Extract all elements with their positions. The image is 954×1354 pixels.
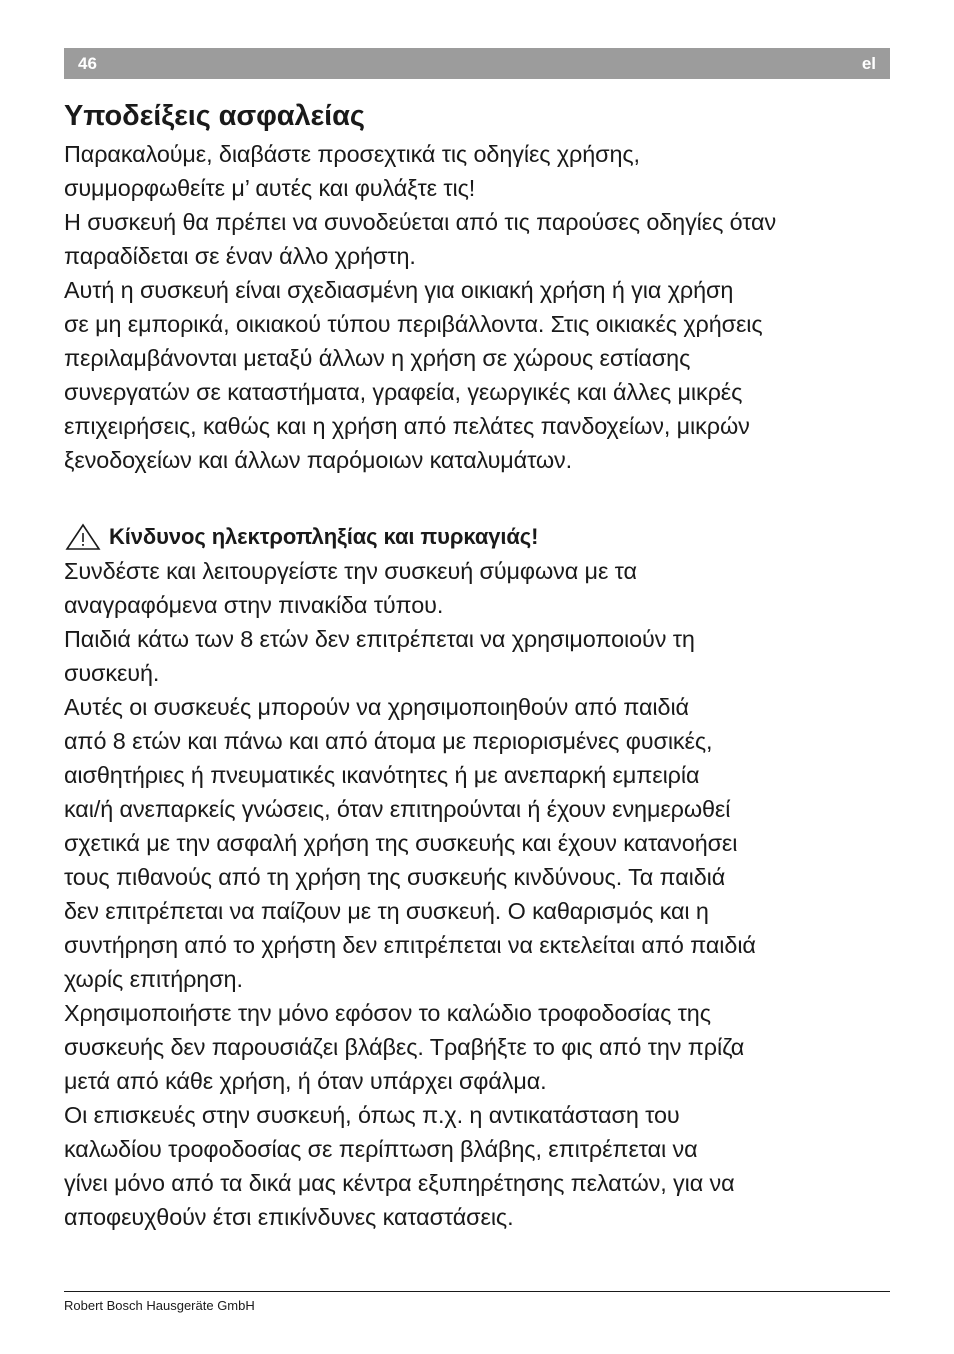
intro-paragraph-3: Αυτή η συσκευή είναι σχεδιασμένη για οικιακή χρήση ή για χρήση σε μη εμπορικά, οικιακού τύπου περιβάλλοντα. Στις οικιακές χρήσεις περιλαμβάνονται μεταξύ άλλων η χρήση σε χώρους εστίασης συνεργατών σε καταστήματα, γραφεία, γεωργικές και άλλες μικρές επιχειρήσεις, καθώς και η χρήση από πελάτες πανδοχείων, μικρών ξενοδοχείων και άλλων παρόμοιων καταλυμάτων. — [64, 277, 763, 473]
warning-title: Κίνδυνος ηλεκτροπληξίας και πυρκαγιάς! — [109, 524, 539, 549]
warning-heading — [64, 520, 904, 554]
warning-paragraph-4: Χρησιμοποιήστε την μόνο εφόσον το καλώδιο τροφοδοσίας της συσκευής δεν παρουσιάζει βλάβες. Τραβήξτε το φις από την πρίζα μετά από κάθε χρήση, ή όταν υπάρχει σφάλμα. — [64, 1000, 745, 1094]
page-content — [64, 97, 904, 1234]
footer-company: Robert Bosch Hausgeräte GmbH — [64, 1298, 255, 1313]
warning-paragraph-1: Συνδέστε και λειτουργείστε την συσκευή σύμφωνα με τα αναγραφόμενα στην πινακίδα τύπου. — [64, 558, 637, 618]
intro-paragraph-1: Παρακαλούμε, διαβάστε προσεχτικά τις οδηγίες χρήσης, συμμορφωθείτε μ’ αυτές και φυλάξτε τις! — [64, 141, 640, 201]
warning-triangle-icon — [65, 523, 101, 551]
intro-paragraph-2: Η συσκευή θα πρέπει να συνοδεύεται από τις παρούσες οδηγίες όταν παραδίδεται σε έναν άλλο χρήστη. — [64, 209, 777, 269]
section-title: Υποδείξεις ασφαλείας — [64, 100, 365, 132]
language-code: el — [861, 53, 876, 73]
page-header-bar — [64, 48, 890, 79]
warning-paragraph-3: Αυτές οι συσκευές μπορούν να χρησιμοποιηθούν από παιδιά από 8 ετών και πάνω και από άτομα με περιορισμένες φυσικές, αισθητήριες ή πνευματικές ικανότητες ή με ανεπαρκή εμπειρία και/ή ανεπαρκείς γνώσεις, όταν επιτηρούνται ή έχουν ενημερωθεί σχετικά με την ασφαλή χρήση της συσκευής και έχουν κατανοήσει τους πιθανούς από τη χρήση της συσκευής κινδύνους. Τα παιδιά δεν επιτρέπεται να παίζουν με τη συσκευή. Ο καθαρισμός και η συντήρηση από το χρήστη δεν επιτρέπεται να εκτελείται από παιδιά χωρίς επιτήρηση. — [64, 694, 756, 992]
footer-divider — [64, 1291, 890, 1292]
warning-paragraph-5: Οι επισκευές στην συσκευή, όπως π.χ. η αντικατάσταση του καλωδίου τροφοδοσίας σε περίπτωση βλάβης, επιτρέπεται να γίνει μόνο από τα δικά μας κέντρα εξυπηρέτησης πελατών, για να αποφευχθούν έτσι επικίνδυνες καταστάσεις. — [64, 1102, 735, 1230]
page-number: 46 — [78, 53, 97, 73]
warning-paragraph-2: Παιδιά κάτω των 8 ετών δεν επιτρέπεται να χρησιμοποιούν τη συσκευή. — [64, 626, 695, 686]
